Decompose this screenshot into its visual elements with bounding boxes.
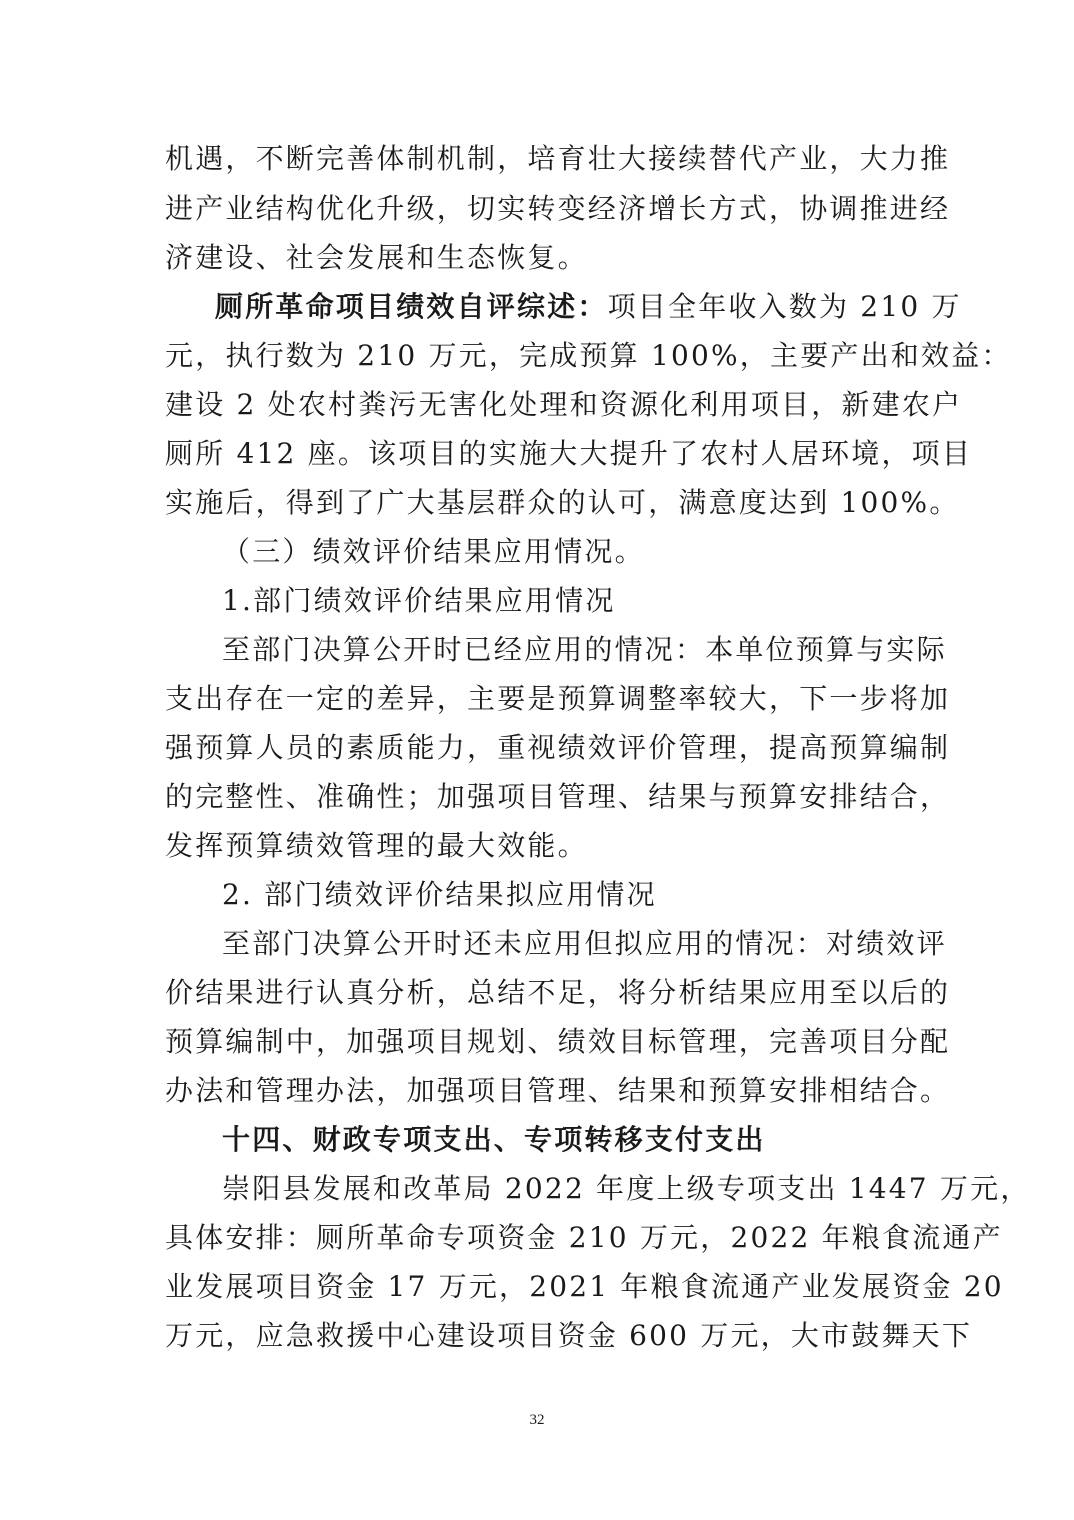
paragraph-line: 具体安排：厕所革命专项资金 210 万元，2022 年粮食流通产 <box>165 1221 1003 1254</box>
paragraph-line: 万元，应急救援中心建设项目资金 600 万元，大市鼓舞天下 <box>165 1319 973 1352</box>
paragraph-line: 办法和管理办法，加强项目管理、结果和预算安排相结合。 <box>165 1074 951 1107</box>
paragraph-line: 建设 2 处农村粪污无害化处理和资源化利用项目，新建农户 <box>165 388 963 421</box>
paragraph-line: 价结果进行认真分析，总结不足，将分析结果应用至以后的 <box>165 976 951 1009</box>
paragraph-line: 的完整性、准确性；加强项目管理、结果与预算安排结合， <box>165 780 951 813</box>
subsection-heading: 2. 部门绩效评价结果拟应用情况 <box>222 878 657 911</box>
page-number: 32 <box>529 1412 545 1428</box>
paragraph-line: 机遇，不断完善体制机制，培育壮大接续替代产业，大力推 <box>165 142 951 175</box>
paragraph-line: 预算编制中，加强项目规划、绩效目标管理，完善项目分配 <box>165 1025 951 1058</box>
chapter-heading: 十四、财政专项支出、专项转移支付支出 <box>222 1123 766 1156</box>
paragraph-line: 业发展项目资金 17 万元，2021 年粮食流通产业发展资金 20 <box>165 1270 1004 1303</box>
paragraph-line: 支出存在一定的差异，主要是预算调整率较大，下一步将加 <box>165 682 951 715</box>
section-heading: （三）绩效评价结果应用情况。 <box>222 535 645 568</box>
paragraph-line: 至部门决算公开时已经应用的情况：本单位预算与实际 <box>222 633 947 666</box>
paragraph-line: 元，执行数为 210 万元，完成预算 100%，主要产出和效益： <box>165 339 1012 372</box>
paragraph-line: 至部门决算公开时还未应用但拟应用的情况：对绩效评 <box>222 927 947 960</box>
paragraph-line: 强预算人员的素质能力，重视绩效评价管理，提高预算编制 <box>165 731 951 764</box>
paragraph-line: 济建设、社会发展和生态恢复。 <box>165 241 588 274</box>
paragraph-line: 厕所 412 座。该项目的实施大大提升了农村人居环境，项目 <box>165 437 973 470</box>
paragraph-line: 实施后，得到了广大基层群众的认可，满意度达到 100%。 <box>165 486 960 519</box>
paragraph-line: 进产业结构优化升级，切实转变经济增长方式，协调推进经 <box>165 192 951 225</box>
subsection-heading: 1.部门绩效评价结果应用情况 <box>222 584 616 617</box>
performance-summary-heading: 厕所革命项目绩效自评综述： <box>215 290 608 323</box>
performance-summary-text: 项目全年收入数为 210 万 <box>607 290 962 323</box>
performance-summary-line <box>215 284 962 330</box>
paragraph-line: 崇阳县发展和改革局 2022 年度上级专项支出 1447 万元， <box>222 1172 1031 1205</box>
paragraph-line: 发挥预算绩效管理的最大效能。 <box>165 829 588 862</box>
